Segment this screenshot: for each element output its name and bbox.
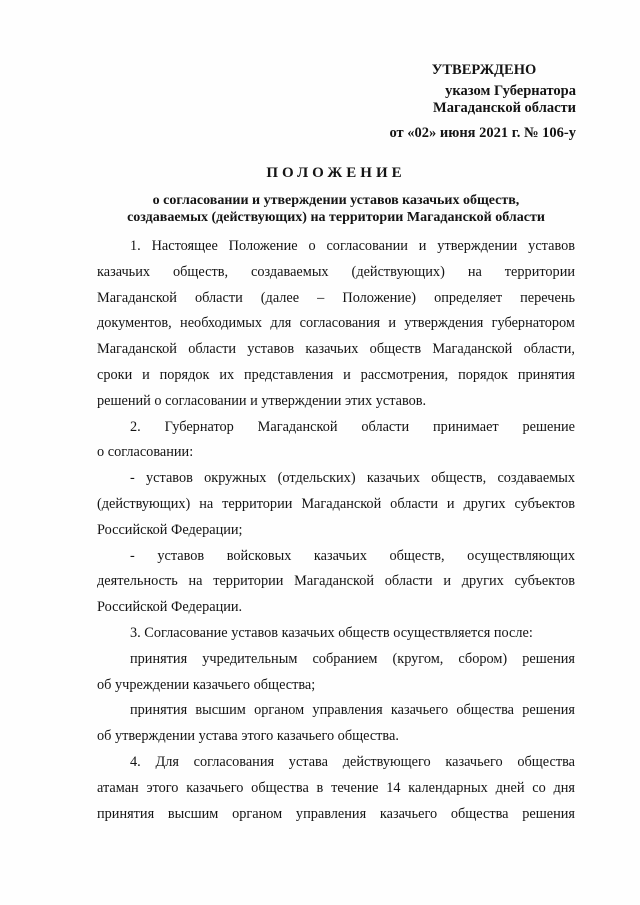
approval-line-2: Магаданской области: [433, 100, 576, 116]
paragraph-3a-line: об учреждении казачьего общества;: [97, 676, 316, 693]
paragraph-2b-line: - уставов войсковых казачьих обществ, осуществляющих: [130, 547, 575, 564]
paragraph-1-line: решений о согласовании и утверждении этих уставов.: [97, 392, 427, 409]
paragraph-3-line: 3. Согласование уставов казачьих обществ осуществляется после:: [130, 624, 533, 641]
approval-date: от «02» июня 2021 г. № 106-у: [389, 125, 576, 141]
paragraph-2a-line: Российской Федерации;: [97, 521, 243, 538]
paragraph-2-line: о согласовании:: [97, 444, 194, 461]
paragraph-1-line: сроки и порядок их представления и рассмотрения, порядок принятия: [97, 366, 575, 383]
document-body: [97, 234, 575, 827]
paragraph-2b-line: деятельность на территории Магаданской области и других субъектов: [97, 573, 575, 590]
paragraph-1-line: Магаданской области уставов казачьих обществ Магаданской области,: [97, 341, 575, 358]
approval-title: УТВЕРЖДЕНО: [431, 62, 537, 78]
approval-stamp: [346, 62, 576, 142]
document-subtitle-line-2: создаваемых (действующих) на территории Магаданской области: [127, 210, 545, 225]
paragraph-3b-line: об утверждении устава этого казачьего общества.: [97, 728, 399, 745]
paragraph-1-line: 1. Настоящее Положение о согласовании и утверждении уставов: [130, 238, 575, 254]
paragraph-2b-line: Российской Федерации.: [97, 599, 243, 616]
document-subtitle-line-1: о согласовании и утверждении уставов казачьих обществ,: [152, 193, 520, 208]
paragraph-1-line: Магаданской области (далее – Положение) определяет перечень: [97, 289, 575, 306]
paragraph-2a-line: (действующих) на территории Магаданской области и других субъектов: [97, 495, 575, 512]
paragraph-2-line: 2. Губернатор Магаданской области принимает решение: [130, 418, 575, 435]
paragraph-4-line: принятия высшим органом управления казачьего общества решения: [97, 805, 575, 822]
paragraph-4-line: 4. Для согласования устава действующего казачьего общества: [130, 753, 575, 770]
document-heading: [96, 165, 576, 226]
paragraph-2a-line: - уставов окружных (отдельских) казачьих обществ, создаваемых: [130, 470, 575, 487]
document-title: ПОЛОЖЕНИЕ: [266, 165, 406, 181]
paragraph-1-line: документов, необходимых для согласования и утверждения губернатором: [97, 315, 575, 332]
paragraph-3b-line: принятия высшим органом управления казачьего общества решения: [130, 702, 575, 719]
paragraph-3a-line: принятия учредительным собранием (кругом, сбором) решения: [130, 650, 575, 667]
paragraph-1-line: казачьих обществ, создаваемых (действующих) на территории: [97, 263, 575, 280]
paragraph-4-line: атаман этого казачьего общества в течение 14 календарных дней со дня: [97, 779, 575, 796]
approval-line-1: указом Губернатора: [445, 83, 576, 99]
